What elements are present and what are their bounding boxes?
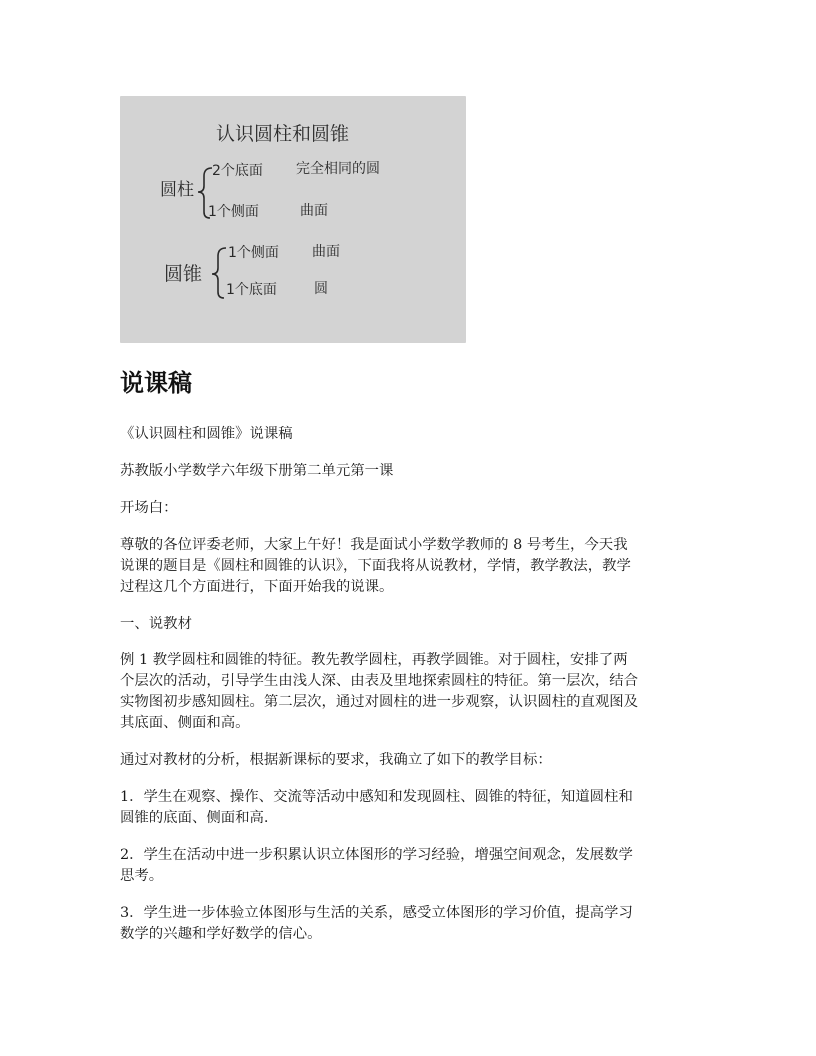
opening-label: 开场白： [120, 500, 178, 516]
objective-2-line-2: 思考。 [120, 868, 164, 884]
note-cone-row1-desc: 曲面 [312, 244, 340, 260]
note-cone-row2-desc: 圆 [314, 281, 328, 297]
textbook-paragraph [120, 650, 700, 734]
note-cone-row2-part: 1个底面 [226, 282, 277, 298]
objective-2-line-1: 2．学生在活动中进一步积累认识立体图形的学习经验，增强空间观念，发展数学 [120, 847, 633, 863]
handwritten-note-photo [120, 96, 466, 343]
note-title: 认识圆柱和圆锥 [216, 123, 350, 145]
note-cone-brace [212, 248, 226, 298]
note-cylinder-row1-desc: 完全相同的圆 [296, 161, 380, 177]
objective-3-line-1: 3．学生进一步体验立体图形与生活的关系，感受立体图形的学习价值，提高学习 [120, 905, 633, 921]
opening-line-1: 尊敬的各位评委老师，大家上午好！我是面试小学数学教师的 8 号考生，今天我 [120, 537, 628, 553]
section-heading-textbook: 一、说教材 [120, 616, 192, 632]
objectives-intro: 通过对教材的分析，根据新课标的要求，我确立了如下的教学目标： [120, 752, 552, 768]
objective-1-line-1: 1．学生在观察、操作、交流等活动中感知和发现圆柱、圆锥的特征，知道圆柱和 [120, 789, 633, 805]
opening-line-3: 过程这几个方面进行，下面开始我的说课。 [120, 579, 394, 595]
objective-3-line-2: 数学的兴趣和学好数学的信心。 [120, 926, 322, 942]
textbook-line-3: 实物图初步感知圆柱。第二层次，通过对圆柱的进一步观察，认识圆柱的直观图及 [120, 694, 639, 710]
note-cone-label: 圆锥 [164, 263, 203, 285]
note-cone-row1-part: 1个侧面 [228, 245, 279, 261]
objective-2 [120, 845, 700, 887]
objective-1-line-2: 圆锥的底面、侧面和高. [120, 810, 269, 826]
objective-1 [120, 787, 700, 829]
doc-title-line: 《认识圆柱和圆锥》说课稿 [120, 426, 293, 442]
page-heading: 说课稿 [120, 369, 192, 397]
textbook-line-2: 个层次的活动，引导学生由浅人深、由表及里地探索圆柱的特征。第一层次，结合 [120, 673, 639, 689]
opening-line-2: 说课的题目是《圆柱和圆锥的认识》，下面我将从说教材，学情，教学教法，教学 [120, 558, 631, 574]
textbook-line-1: 例 1 教学圆柱和圆锥的特征。教先教学圆柱，再教学圆锥。对于圆柱，安排了两 [120, 652, 628, 668]
note-cylinder-row1-part: 2个底面 [212, 163, 263, 179]
note-cylinder-label: 圆柱 [160, 180, 194, 200]
textbook-line-4: 其底面、侧面和高。 [120, 715, 250, 731]
objective-3 [120, 903, 700, 945]
course-info: 苏教版小学数学六年级下册第二单元第一课 [120, 463, 394, 479]
opening-paragraph [120, 535, 700, 598]
note-cylinder-row2-part: 1个侧面 [208, 204, 259, 220]
note-cylinder-row2-desc: 曲面 [300, 203, 328, 219]
